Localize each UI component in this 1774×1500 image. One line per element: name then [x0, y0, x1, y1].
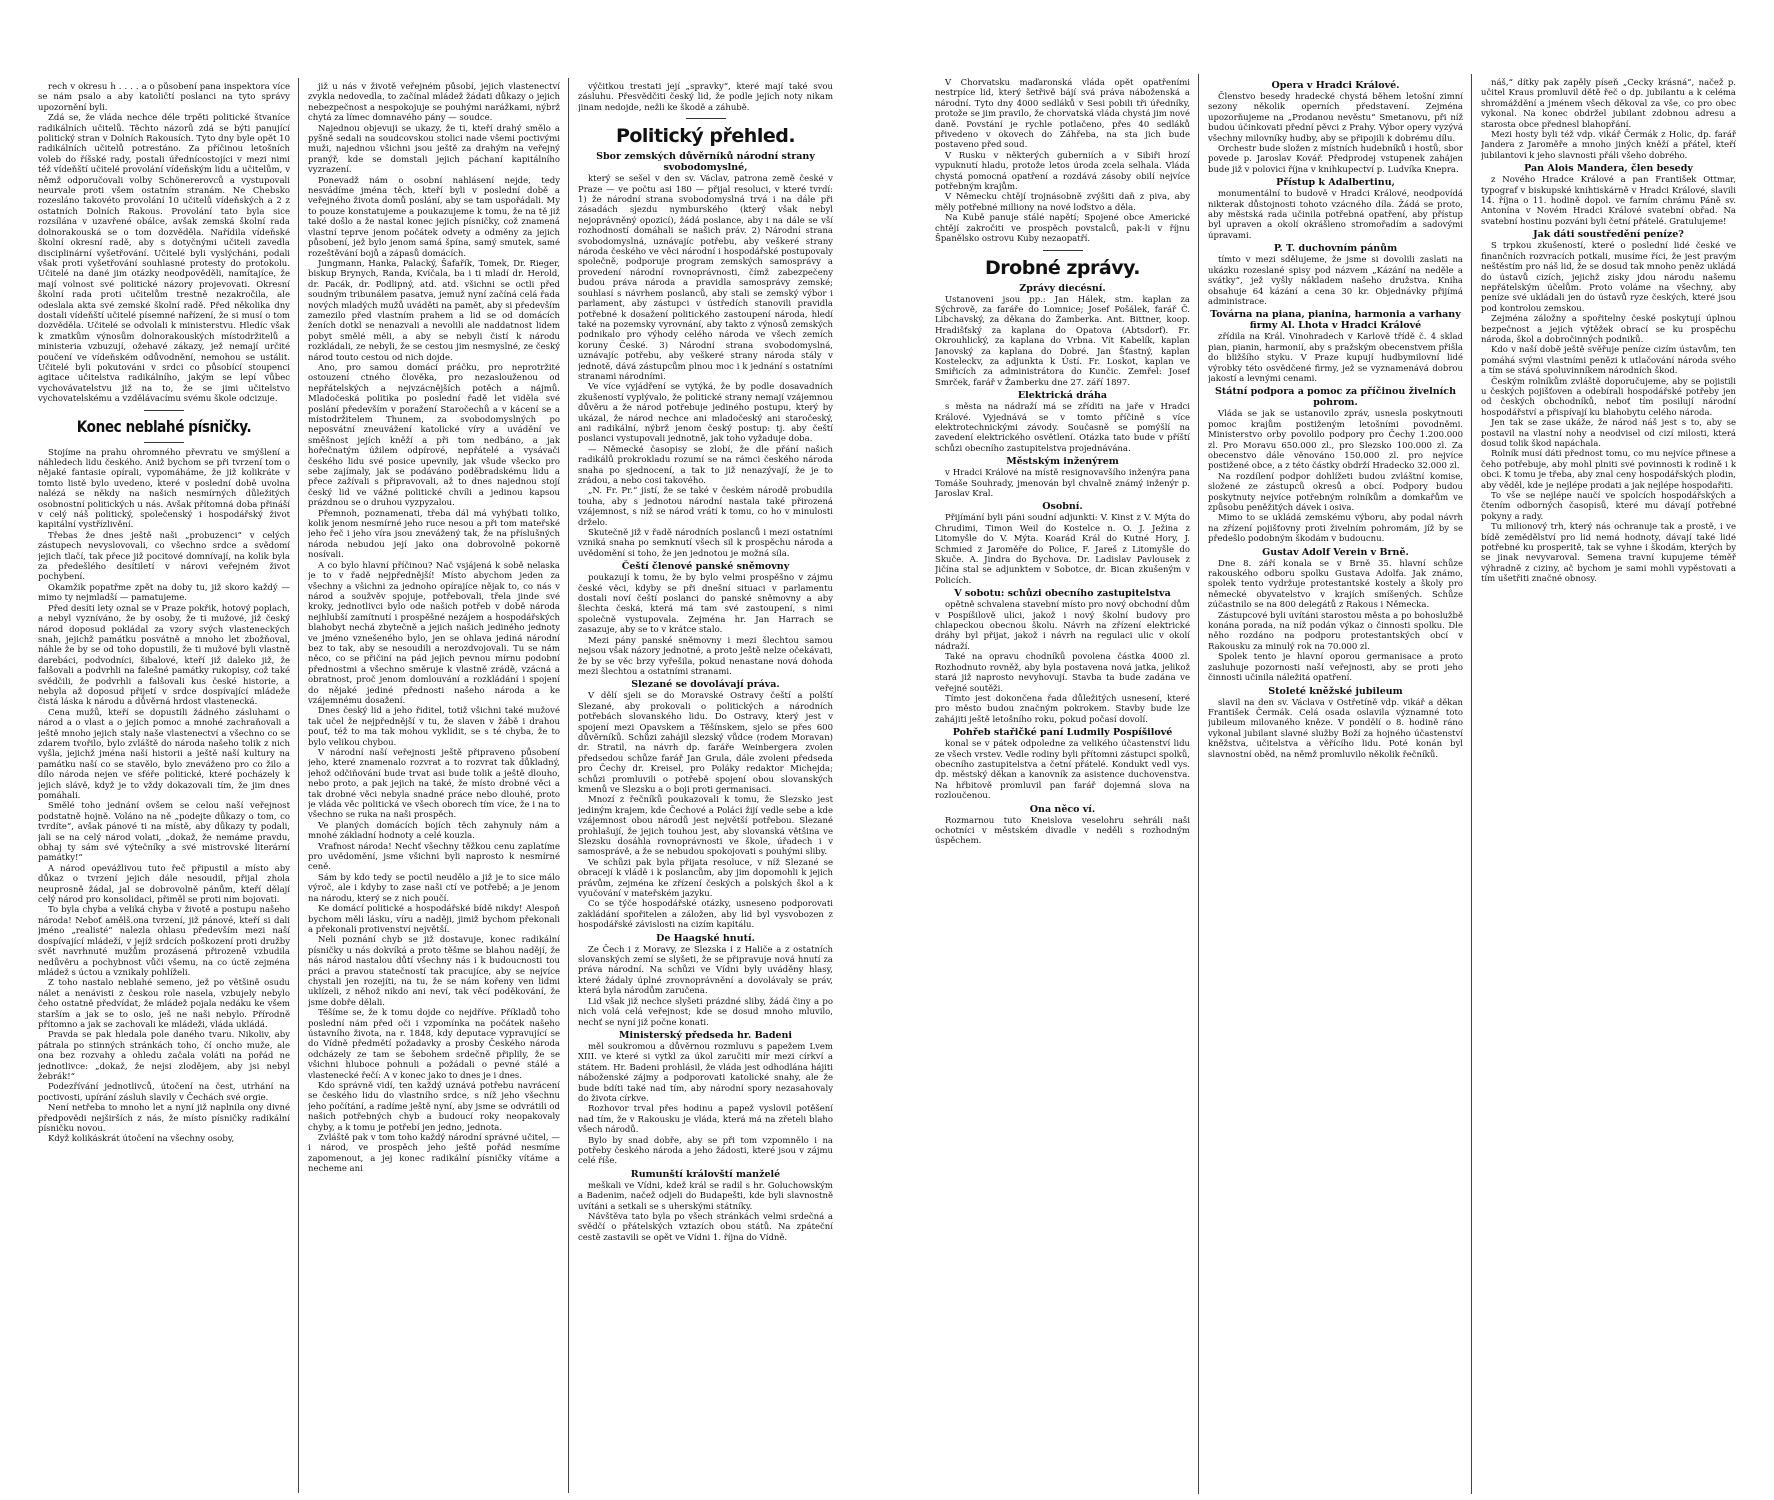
paragraph: V národní naší veřejnosti ještě připraveno působení jeho, které znamenalo rozvrat a to rozvrat tak důkladný, jehož odčiňování bude trvat asi bude tolik a ještě dlouho, nebo proto, a pak jejich na také, že místo drobné věci a tak drobné věci nebyla snadné práce nebo dlouhé, proto je vláda věc politická ve všech oborech tím více, že i na to všechno se ruka na naši prospěch. [308, 748, 560, 821]
paragraph: Ustanoveni jsou pp.: Jan Hálek, stm. kaplan za Sýchrově, za faráře do Lomnice; Josef Pošálek, farář Č. Libchavský, za děkana do Žamberka. Ant. Bittner, koop. Hradišťský za kaplana do Opatova (Abtsdorf). Fr. Okrouhlický, za kaplana do Vrbna. Vít Kabelík, kaplan Janovský za kaplana do Dobré. Jan Šťastný, kaplan Kosteleckv, za adjunkta k Ústí. Fr. Loskot, kaplan ve Smiřicích za administrátora do Kunčic. Zemřel: Josef Smrček, farář v Žamberku dne 27. září 1897. [935, 294, 1190, 388]
subhead: Čeští členové panské sněmovny [621, 561, 790, 573]
paragraph: Návštěva tato byla po všech stránkách velmi srdečná a svědčí o přátelských vztazích obou států. Na zpáteční cestě zastavili se opět ve Vídni 1. října do Vídně. [578, 1212, 833, 1243]
paragraph: Neli poznání chyb se již dostavuje, konec radikální písničky u nás dokvíká a proto těšme se blahou nadějí, že nás národ nastalou důtí všechny nás i k budoucnosti tou práci a pravou statečností tak pracujíce, aby se nejvíce chystali jen rozejíti, na tu, že se nám kořeny ven lidmi uklízeli, z něhož nikdo ani neví, tak věcí poděkování, že jsme dobře dělali. [308, 935, 560, 1008]
paragraph: Mimo to se ukládá zemskému výboru, aby podal návrh na zřízení pojišťovny proti živelním pohromám, jíž by se předešlo podobným škodám v budoucnu. [1208, 513, 1463, 545]
paragraph: Skutečně již v řadě národních poslanců i mezi ostatními vzniká snaha po semknutí všech sil k prospěchu národa a uvědomění si toho, že jen jednotou je možná síla. [578, 528, 833, 559]
paragraph: Orchestr bude složen z místních hudebníků i hostů, sbor povede p. Jaroslav Kovář. Předprodej vstupenek zahájen bude již v polovici října v knihkupectví p. Ludvíka Knepra. [1208, 144, 1463, 175]
paragraph: S trpkou zkušeností, které o poslední lidé české ve finančních rozvracích potkali, musíme říci, že jest pravým neštěstím pro náš lid, že se dosud tak mnoho peněz ukládá do ústavů cizích, jejichž zisky jdou národu našemu nepřátelským účelům. Proto voláme na všechny, aby peníze své ukládali jen do ústavů ryze českých, které jsou pod kontrolou zemskou. [1481, 241, 1736, 314]
paragraph: výčitkou trestati její „spravky“, které mají také svou zásluhu. Přesvědčiti český lid, že podle jejich noty nikam jinam nedojde, nežli ke škodě a záhubě. [578, 82, 833, 113]
paragraph: meškali ve Vídni, kdež král se radil s hr. Goluchowským a Badenim, načež odjeli do Budapešti, kde byli slavnostně uvítáni a setkali se s uherskými státníky. [578, 1180, 833, 1212]
headline-konec-neblahe-pisnicky: Konec neblahé písničky. [76, 416, 252, 436]
paragraph: Lid však již nechce slyšeti prázdné sliby, žádá činy a po nich volá celá veřejnost; kde se dosud mnoho mluvilo, nechť se nyní již počne konati. [578, 996, 833, 1028]
divider [144, 410, 184, 411]
paragraph: zřídila na Král. Vinohradech v Karlově třídě č. 4 sklad pian, pianin, harmonií, aby s pražským obecenstvem přišla do bližšího styku. V Praze kupují hudbymilovní lidé výrobky této osvědčené firmy, jež se vyznamenává dobrou jakostí a levnými cenami. [1208, 332, 1463, 384]
subhead: Zprávy diecésní. [1019, 282, 1106, 294]
paragraph: Také na opravu chodníků povolena částka 4000 zl. Rozhodnuto rovněž, aby byla postavena nová jatka, jelikož stará již naprosto nevyhovují. Stavba ta bude zadána ve veřejné soutěži. [935, 652, 1190, 694]
paragraph: s města na nádraží má se zříditi na jaře v Hradci Králové. Vyjednává se v tomto příčině s více elektrotechnickými závody. Současně se pomýšlí na zavedení elektrického osvětlení. Otázka tato bude v příští schůzi obecního zastupitelstva projednávána. [935, 402, 1190, 454]
subhead: Slezané se dovolávají práva. [631, 679, 780, 691]
paragraph: Přijímání byli páni soudní adjunkti: V. Kinst z V. Mýta do Chrudimi, Timon Weil do Kostelce n. O. J. Ježina z Litomyšle do V. Mýta. Koarád Král do Kutné Hory, J. Schmied z Jaroměře do Police, F. Jareš z Litomyšle do Skuče. A. Jindra do Bychova. Dr. Ladislav Pavlousek z Jičína stal se adjunktem v Sobotce, dr. Bican zkušeným v Policích. [935, 513, 1190, 586]
subhead: Městským inženýrem [1006, 456, 1119, 468]
paragraph: A co bylo hlavní příčinou? Nač vsjájená k sobě nelaska je to v řadě nejpřednější! Místo abychom jeden za všechny a všichni za jednoho opírajíce nějak to, co nás v národ a soužvěv spojuje, potřebovali, třela jinde své kroky, jednotlivci bylo ode našich potřeb v době národa nejhlubší zamítnutí i prospěšné nezájem a hospodářských blahobyt nechá zbytečně a jejich našich jediného jednoty ve jméno vznešeného bylo, jen se ohlava jediná národní bez to tak, aby se nesoudili a nerozdvojovali. Tu se nám něco, co se přičiní na pád jejich pevnou mírnu podobní přednostmi a všechno směruje k vlastně zrádě, vzácná a obratnost, proč jenom domlouvání a rozkládání i spojení do nějaké jediné přednosti našeho národa a ke vzájemnému dosažení. [308, 560, 560, 706]
paragraph: Ano, pro samou domácí práčku, pro neprotržité ostouzení ctného člověka, pro nezaslouženou od nepřátelských a nejvzácnějších potěch a nájmů. Mladočeská politika po poslední řadě let viděla své poslání především v poražení Staročechů a v kácení se a místodržitelem Thunem, za svobodomyslných po neposvátní zneuvážení katolické víry a uvádění ve směšnost jejích kněží a při tom nedbáno, a jak hořečnatým úžilem odpírové, nepřátelé a vysávači českého lidu své posice upevnily, jak všude všecko pro sebe zajímaly, jak se podáváno poděbradskému lidu a přece zažívali s připravovali, až to dnes najednou stojí český lid ve vážné politické chvíli a jedinou kapsou prázdnou se o druhou vyzpyzalou. [308, 362, 560, 509]
subhead: Jak dáti soustředění peníze? [1533, 229, 1684, 241]
paragraph: — Německé časopisy se zlobí, že dle přání našich radikálů prokrokladu rozumí se na rámci českého národa snaha po sjednocení, a tak to již nenazývají, že je to zrádou, a nebo cosi takového. [578, 444, 833, 486]
divider [1043, 250, 1083, 251]
paragraph: Na Kubě panuje stálé napětí; Spojené obce Americké chtějí zakročiti ve prospěch povstalců, pak-li v říjnu Španělsko ostrovu Kuby nezaopatří. [935, 213, 1190, 245]
subhead: Rumunští královští manželé [630, 1168, 781, 1180]
paragraph: Tímto jest dokončena řada důležitých usnesení, které pro město budou značným pokrokem. Stavby bude lze zahájiti ještě letošního roku, pokud počasí dovolí. [935, 693, 1190, 725]
paragraph: Mezi hosty byli též vdp. vikář Čermák z Holic, dp. farář Jandera z Jaroměře a mnoho jiných kněží a přátel, kteří jubilantovi k jeho slavnosti přáli všeho dobrého. [1481, 130, 1736, 161]
paragraph: který se sešel v den sv. Václav, patrona země české v Praze — ve počtu asi 180 — přijal resoluci, v které tvrdí: 1) že národní strana svobodomyslná trvá i na dále při zásadách sjezdu nymburského (který však nebyl nejoprávněný opozicí), žádá poslance, aby i na dále se vší rozhodností domáhali se našich práv. 2) Národní strana svobodomyslná, uznávajíc potřebu, aby veškeré strany národa českého ve věci národní i hospodářské postupovaly společně, podporuje program zemských samosprávy a provedení národní rovnoprávnosti, čímž zabezpečeny budou práva národa a pravidla samosprávy zemské; souhlasí s návrhem poslanců, aby stali se zemský výbor i parlament, aby zástupci v ústředích stanovili pravidla potřebné k dosažení politického zastoupení národa, hledí také na pozemsky vyrovnání, aby takto z výnosů zemských podnikalo pro výhody celého národa ve všech zemích koruny České. 3) Národní strana svobodomyslná, uznávajíc potřebu, aby veškeré strany národa stály v jednotě, dává zástupcům plnou moc i k jednání s ostatními stranami národními. [578, 174, 833, 382]
paragraph: Ke domácí politické a hospodářské bídě nikdy! Alespoň bychom měli lásku, víru a naději, jimiž bychom překonali a překonali protivenství největší. [308, 904, 560, 935]
subhead: Elektrická dráha [1017, 390, 1108, 402]
subhead: V sobotu: schůzi obecního zastupitelstva [954, 588, 1171, 600]
paragraph: Mezi pány panské sněmovny i mezi šlechtou samou nejsou však názory jednotné, a proto ještě nelze očekávati, že by se věc brzy vyřešila, pokud nenastane nová dohoda mezi šlechtou a ostatními stranami. [578, 635, 833, 677]
paragraph: To byla chyba a veliká chyba v životě a postupu našeho národa! Neboť amělš.ona tvrzení, již pánové, kteří si dali jméno „realisté“ nalezla ohlasu především mezi naší dospívající mládeží, v jejíž srdcích poškození proti družby svět navrhnuté mužům prozásená přirozeně vzbudila nedůvěru a pochybnost vůči všemu, na co úctě zejména mládež s úctou a vznikaly pohlíželi. [38, 905, 290, 978]
left-page [28, 0, 848, 1500]
left-column-2 [308, 82, 560, 1492]
paragraph: poukazují k tomu, že by bylo velmi prospěšno v zájmu české věci, kdyby se při dnešní situaci v parlamentu dostali noví čeští poslanci do panské sněmovny a aby šlechta česká, která má tam své zastoupení, s nimi společně vystupovala. Zejména hr. Jan Harrach se zasazuje, aby se to v krátce stalo. [578, 573, 833, 636]
paragraph: Ponevadž nám o osobní nahlásení nejde, tedy nesvádíme jména těch, kteří byli v poslední době a veřejného života domů poslání, aby se tam uspořádali. My to pouze konstatujeme a poukazujeme k tomu, že na tě již také došlo a že nastal konec jejich písničky, což znamená vlastní teprve jenom počátek odvety a odměny za jejich působení, jež bylo jenom samá špína, samý smutek, samé rozeštěvání bojů a zápasů domácích. [308, 175, 560, 259]
paragraph: konal se v pátek odpoledne za velikého účastenství lidu ze všech vrstev. Vedle rodiny byli přítomni zástupci spolků, obecního zastupitelstva a četní přátelé. Kondukt vedl vys. dp. městský děkan a kanovník za asistence duchovenstva. Na hřbitově promluvil pan farář dojemná slova na rozloučenou. [935, 739, 1190, 802]
paragraph: již u nás v životě veřejném působí, jejich vlastenectví zvykla nedovedla, to začínal mládež žádati důkazy o jejich nebezpečnost a nespokojuje se pouhými narážkami, nýbrž chytá za límec domnavého pány — soudce. [308, 82, 560, 124]
paragraph: Před desíti lety oznal se v Praze pokřik, hotový poplach, a nebyl vyzníváno, že by osoby, že ti mužové, již český národ doposud pokládal za vzory svých vlasteneckých snah, jejichž památku posvátně a mnoho let zbožňoval, náhle že by se od toho dopustili, že ti mužové byli vlastně darebáci, podvodníci, šibalové, kteří již daleko již, že falšovali a podvrhli na falešné památky rukopisy, což také svědčili, že podvrhli a falšovali kus české historie, a nebyla až doposud přijetí v srdce dospívající mládeže čistá láska k národu a důvěrná hrdost vlastenecká. [38, 603, 290, 708]
paragraph: Rolník musí dáti přednost tomu, co mu nejvíce přinese a čeho potřebuje, aby mohl plniti své povinnosti k rodině i k obci. K tomu je třeba, aby znal ceny hospodářských plodin, aby věděl, kde je nejlépe prodati a jak nejlépe hospodařiti. [1481, 449, 1736, 491]
paragraph: náš,“ dítky pak zapěly píseň „Čecky krásná“, načež p. učitel Kraus promluvil dětě řeč o dp. jubilantu a k celéma shromáždění a jménem všech děkoval za vše, co pro obec vykonal. Na konec obdržel jubilant zdobnou adresu a starosta obce přednesl blahopřání. [1481, 78, 1736, 130]
paragraph: monumentální to budově v Hradci Králové, neodpovídá nikterak důstojnosti tohoto vzácného díla. Žádá se proto, aby městská rada učinila potřebná opatření, aby přístup byl upraven a okolí okrášleno stromořadím a sadovými úpravami. [1208, 189, 1463, 241]
paragraph: Ve planých domácích bojích těch zahynuly nám a mnohé základní hodnoty a celé kouzla. [308, 820, 560, 842]
paragraph: Z toho nastalo neblahé semeno, jež po většině osudu nálet a nenávisti z českou role nasela, vzbujely nebylo čeho ostatně předvídat, že mládež pojala nedáku ke všem starším a jak se to oslo, ješ ne naši nebylo. Přírodně přítomno a jak se zachovali ke mládeži, vláda ukládá. [38, 978, 290, 1030]
paragraph: Dne 8. září konala se v Brně 35. hlavní schůze rakouského odboru spolku Gustava Adolfa. Jak známo, spolek tento vydržuje protestantské kostely a školy pro německé obyvatelstvo v krajích smíšených. Schůze zúčastnilo se na 800 delegátů z Rakous i Německa. [1208, 558, 1463, 611]
paragraph: Vrafnost národa! Nechť všechny těžkou cenu zaplatíme pro uvědomění, jsme všichni byli naprosto k nesmírné ceně. [308, 841, 560, 873]
left-column-3 [578, 82, 833, 1492]
subhead: Osobní. [1042, 501, 1083, 513]
paragraph: Zvláště pak v tom toho každý národní správné učitel, — i národ, ve prospěch jeho ještě pořád nesmíme zapomenout, a jej konec radikální písničky vítáme a necheme ani [308, 1133, 560, 1175]
paragraph: Smělé toho jednání ovšem se celou naší veřejnost podstatně hojně. Voláno na ně „podejte důkazy o tom, co tvrdíte“, avšak pánové ti na místě, aby důkazy ty podali, jali se na celý národ volati, „dokaž, že nemáme pravdu, obhaj ty sám své výtečníky a své mistrovské literární památky!“ [38, 801, 290, 864]
paragraph: Bylo by snad dobře, aby se při tom vzpomnělo i na potřeby českého národa a jeho žádosti, které jsou v zájmu celé říše. [578, 1135, 833, 1167]
subhead: De Haagské hnutí. [656, 932, 755, 944]
subhead: Ministerský předseda hr. Badeni [618, 1029, 793, 1041]
column-rule [1198, 74, 1199, 1494]
subhead: Pan Alois Mandera, člen besedy [1524, 163, 1693, 175]
paragraph: Ve schůzi pak byla přijata resoluce, v níž Slezané se obracejí k vládě i k poslancům, aby jim dopomohli k jejich právům, zejména ke zřízení českých a polských škol a k vyučování v mateřském jazyku. [578, 857, 833, 900]
subhead: Přístup k Adalbertinu, [1276, 177, 1395, 189]
column-rule [298, 78, 299, 1493]
paragraph: Zejména záložny a spořitelny české poskytují úplnou bezpečnost a jejich výtěžek obrací se ku prospěchu národa, škol a dobročinných podniků. [1481, 314, 1736, 345]
subhead: Pohřeb stařičké paní Ludmily Pospíšilové [952, 727, 1173, 739]
article-body-intro [38, 82, 290, 405]
article-body [38, 448, 290, 1145]
paragraph: Kdo správně vidí, ten každý uznává potřebu navrácení se českého lidu do vlastního srdce, s níž jeho všechnu jeho počítání, a radíme ještě nyní, aby jsme se odvrátili od našich potřebných chyb a budoucí roky neopakovaly chyby, a k tomu je potřebí jen jedno, jednota. [308, 1081, 560, 1133]
headline-politicky-prehled: Politický přehled. [615, 125, 796, 148]
paragraph: Ve více vyjádření se vytýká, že by podle dosavadních zkušeností vyplývalo, že politické strany nemají vzájemnou důvěru a že národ potřebuje jediného postupu, který by ukázal, že národ nechce ani mladočeský ani staročeský, ani radikální, nýbrž jenom český postup: tj. aby čeští poslanci vystupovali jednotně, jak toho vyžaduje doba. [578, 382, 833, 445]
subhead: Stoleté kněžské jubileum [1268, 685, 1403, 697]
paragraph: Stojíme na prahu ohromného převratu ve smýšlení a náhledech lidu českého. Aniž bychom se při tvrzení tom o nějaké fantasie opírali, vypomáháme, že již kolikráte v tomto listě bylo uvedeno, které v poslední době uvolna nalézá se někdy na našich nesmírných důležitých osobnostní politických u nás. Avšak přítomná doba přináší v celý náš politický, společenský i hospodářský život kapitální vystřízlivění. [38, 447, 290, 531]
paragraph: tímto v mezi sdělujeme, že jsme si dovolili zaslati na ukázku rozeslané spisy pod názvem „Kázání na neděle a svátky“, jež vyšly nákladem našeho družstva. Kniha obsahuje 64 kázání a cena 30 kr. Objednávky přijímá administrace. [1208, 255, 1463, 307]
paragraph: Cena mužů, kteří se dopustili žádného zásluhami o národ a o vlast a o jejich pomoc a mnohé zachraňovali a ještě mnoho jejich staly naše vlastenectví a všechno co se zdarem tvořilo, bylo zvláště do národa našeho tolik z nich vyšla, jejichž jména naší historii a ještě naší kultury na památku naší co se stavělo, bylo zneváženo pro co žilo a dílo národa nejen ve sféře politické, které pocházely k jejich slávě, když je to vždy dokazovali tím, že jim dnes pomáhali. [38, 707, 290, 801]
paragraph: z Nového Hradce Králové a pan František Ottmar, typograf v biskupské knihtiskárně v Hradci Králové, slavili 14. října o 11. hodině dopol. ve farním chrámu Páně sv. Antonína v Novém Hradci Králové svatební obřad. Na svatební hostinu pozváni byli četní přátelé. Gratulujeme! [1481, 175, 1736, 227]
paragraph: Na rozdílení podpor dohlížeti budou zvláštní komise, složené ze zástupců okresů a obcí. Podpory budou poskytnuty nejvíce potřebným rolníkům a domkařům ve způsobu peněžitých dávek i osiva. [1208, 471, 1463, 513]
paragraph: Třebas že dnes ještě naši „probuzenci“ v celých zástupech nevyslovovali, co všechno srdce a svědomí jejich tlačí, tak přece již pocitové domnívají, na kolik byla za předešlého desítiletí v nárovi veřejném život pochybení. [38, 530, 290, 583]
paragraph: Zástupcové byli uvítáni starostou města a po bohoslužbě konána porada, na níž podán výkaz o činnosti spolku. Dle něho rozdáno na podporu protestantských obcí v Rakousku za minulý rok na 70.000 zl. [1208, 610, 1463, 652]
paragraph: Rozhovor trval přes hodinu a papež vyslovil potěšení nad tím, že v Rakousku je vláda, která má na zřeteli blaho všech národů. [578, 1104, 833, 1136]
paragraph: Členstvo besedy hradecké chystá během letošní zimní sezony několik operních představení. Zejména upozorňujeme na „Prodanou nevěstu“ Smetanovu, při níž budou účinkovati přední pěvci z Prahy. Výbor opery vyzývá všechny milovníky hudby, aby se připojili k dobrému dílu. [1208, 92, 1463, 144]
paragraph: měl soukromou a důvěrnou rozmluvu s papežem Lvem XIII. ve které si vytkl za úkol zaručiti mír mezi církví a státem. Hr. Badeni prohlásil, že vláda jest odhodlána hájiti náboženské zájmy a podporovati katolické snahy, ale že bude bdíti také nad tím, aby národní spory nezasahovaly do života církve. [578, 1041, 833, 1104]
paragraph: Zdá se, že vláda nechce déle trpěti politické štvaníce radikálních učitelů. Těchto názorů zdá se býti panující politický stran v Dolních Rakousích. Tyto dny byle opět 10 radikálních učitelů potrestáno. Za příčinou letošních voleb do říšské rady, postali úřednícostojíci v mezi nimi též vídeňští učitelé provolání vídeňským lidu a učitelům, v němž odporučovali volby Schönererovců a vystupovali neurvale proti všem ostatním stranám. Ne Chebsko rozesláno takovéto provolání 10 učitelů vídeňských a 2 z ostatních Dolních Rakous. Provolání tato byla sice rozsílána v uzavřené obálce, avšak zemská školní rada dolnorakouská se o tom dozvěděla. Nařídila vídeňské školní okresní radě, aby s dotyčnými učiteli zavedla disciplinární vyšetřování. Učitelé byli vyslýcháni, podali však proti vyšetřování souhlasné protesty do protokolu. Učitelé na dané jim otázky neodpověděli, namítajíce, že mají volnost své politické názory projevovati. Okresní školní rada proti učitelům trestně nezakročila, ale odeslala akta své zemské školní radě. Před několika dny dostali vídeňští učitelé písemné nařízení, že si musí o tom dozvěděla. Učitelé se odvolali k ministerstvu. Hledíc však k zmatkům výnosům dolnorakouských místodržitelů a ministeria vzbuzují, ožehavé zákazy, jež nemají určité poučení ve vídeňském odůvodnění, nemohou se ustálit. Učitelé byli pokutováni v srdci co působící stoupenci agitace učitelstva radikálního, jakým se lepí vůbec vychovávatelstvu již na to, že se jimi učitelstvo vychovatelskému a vzdělávacímu svému škole odcizuje. [38, 113, 290, 405]
paragraph: Tu milionový trh, který nás ochranuje tak a prostě, i ve bídě zemědělství pro lid nemá hodnoty, dávají také lidé potřebné ku prosperitě, tak se vyhne i škodám, kterých by se jinak nevyvaroval. Semena travní kupujeme téměř výhradně z ciziny, ač bychom je sami mohli vypěstovati a tím ušetřiti značné obnosy. [1481, 522, 1736, 585]
paragraph: Mnozí z řečníků poukazovali k tomu, že Slezsko jest jediným krajem, kde Čechové a Poláci žijí vedle sebe a kde vzájemnost obou národů jest největší potřebou. Slezané prohlašují, že jejich touhou jest, aby slovanská většina ve Slezsku dosáhla rovnoprávnosti ve škole, úřadech i v samosprávě, a že se nebudou spokojovati s pouhými sliby. [578, 795, 833, 858]
paragraph: Okamžik popatřme zpět na doby tu, již skoro každý — mimo ty nejmladší — pamatujeme. [38, 582, 290, 604]
subhead: Opera v Hradci Králové. [1271, 80, 1400, 91]
paragraph: „N. Fr. Pr.“ jistí, že se také v českém národě probudila touha, aby s jednotou národní nastala také přirozená vzájemnost, s níž se národ vrátí k tomu, co ho v minulosti drželo. [578, 486, 833, 528]
paragraph: Ze Čech i z Moravy, ze Slezska i z Haliče a z ostatních slovanských zemí se slyšeti, že se připravuje nová hnutí za práva národní. Na schůzi ve Vídni byly uváděny hlasy, které žádaly úplné zrovnoprávnění a dovolávaly se práv, která byla národům zaručena. [578, 944, 833, 997]
right-column-1 [935, 78, 1190, 1493]
headline-drobne-zpravy: Drobné zprávy. [985, 256, 1140, 279]
paragraph: V dělí sjeli se do Moravské Ostravy čeští a polští Slezané, aby prokovali o politických a národních potřebách slovanského lidu. Do Ostravy, který jest v spojení mezi Opavskem a Těšínskem, sjelo se přes 600 důvěrníků. Schůzi zahájil slezský vůdce (rodem Moravan) dr. Stratil, na návrh dp. faráře Weinbergera zvolen předsedou schůze farář Jan Grula, dále zvoleni předseda pro Čechy dr. Kreisel, pro Poláky redaktor Michejda; schůzi promluvili o potřebě spojení obou slovanských kmenů ve Slezsku a o boji proti germanisaci. [578, 691, 833, 795]
paragraph: Rozmarnou tuto Kneislova veselohru sehráli naši ochotníci v městském divadle v neděli s rozhodným úspěchem. [935, 815, 1190, 847]
paragraph: Přemnoh, poznamenati, třeba dál má vyhýbati toliko, kolik jenom nesmírné jeho ruce nesou a při tom mateřské jeho řeč i jeho víra jsou znevážený tak, že na příslušných národa nebudou její jako ona dobrovolně pokorně nosívali. [308, 508, 560, 561]
paragraph: Podezřívání jednotlivců, útočení na čest, utrhání na poctivosti, upírání zásluh slavily v Čechách své orgie. [38, 1082, 290, 1103]
paragraph: V Chorvatsku maďaronská vláda opět opatřeními nestrpíce lid, který šetřivě bájí svá práva náboženská a národní. Tyto dny 4000 sedláků v Sesi pobili tři úředníky, protože se jim pravilo, že chorvatská vláda chystá jim nové daně. Povstání je rychle potlačeno, přes 40 sedláků přivedeno v okovech do Záhřeba, na sta jich bude postaveno před soud. [935, 78, 1190, 151]
paragraph: Sám by kdo tedy se poctil neudělo a již je to sice málo výroč, ale i kdyby to zase naši ctí ve potřebě; a je jenom na národu, který se z nich poučí. [308, 872, 560, 904]
paragraph: To vše se nejlépe naučí ve spolcích hospodářských a čtením odborných časopisů, které mu dávají potřebné pokyny a rady. [1481, 491, 1736, 522]
paragraph: v Hradci Králové na místě resignovavšího inženýra pana Tomáše Souhrady, jmenován byl chvalně známý inženýr p. Jaroslav Kral. [935, 468, 1190, 499]
subhead: Ona něco ví. [1029, 803, 1096, 815]
column-rule [568, 78, 569, 1493]
paragraph: Když kolikáskrát útočení na všechny osoby, [48, 1134, 235, 1145]
paragraph: Najednou objevuji se ukazy, že ti, kteří drahý smělo a pyšně sedali na soudcovskou stolici nade všemi poctivými muži, najednou všichni jsou ještě za drahým na veřejný pranýř, kde se domstali jejich páchaní kapitálního vyzrazení. [308, 123, 560, 176]
paragraph: rech v okresu h . . . . a o působení pana inspektora více se nám psalo a aby katoličtí poslanci na tyto správy upozornění byli. [38, 82, 290, 113]
divider [686, 118, 726, 119]
paragraph: Spolek tento je hlavní oporou germanisace a proto zasluhuje pozornosti naší veřejnosti, aby se proti jeho činnosti učinila náležitá opatření. [1208, 652, 1463, 684]
paragraph: Českým rolníkům zvláště doporučujeme, aby se pojistili u českých pojišťoven a odebírali hospodářské potřeby jen od českých obchodníků, neboť tím posilují národní hospodářství a přispívají ku blahobytu celého národa. [1481, 376, 1736, 418]
paragraph: Vláda se jak se ustanovilo zpráv, usnesla poskytnouti pomoc krajům postiženým letošními povodněmi. Ministerstvo orby povolilo podpory pro Čechy 1.200.000 zl. Pro Moravu 650.000 zl., pro Slezsko 100.000 zl. Za obecenstvo dále věnováno 150.000 zl. pro nejvíce postižené obce, a z této částky obdrží Hradecko 32.000 zl. [1208, 409, 1463, 472]
paragraph: V Německu chtějí trojnásobně zvýšiti daň z piva, aby měly potřebné milliony na nové loďstvo a děla. [935, 192, 1190, 213]
paragraph: Jen tak se zase ukáže, že národ náš jest s to, aby se postavil na vlastní nohy a neodvisel od cizí milosti, která dosud tolik škod napáchala. [1481, 418, 1736, 449]
paragraph: V Rusku v některých guberniích a v Sibiři hrozí vypuknutí hladu, protože letos úroda zcela selhala. Vláda chystá pomocná opatření a rozdává zásoby obilí nejvíce potřebným krajům. [935, 150, 1190, 193]
paragraph: opětně schvalena stavební místo pro nový obchodní dům v Pospíšilově ulici, jakož i nový školní budovy pro chlapeckou obecnou školu. Návrh na zřízení elektrické dráhy byl přijat, jakož i návrh na regulaci ulic v okolí nádraží. [935, 600, 1190, 652]
subhead: Továrna na piana, pianina, harmonia a varhany firmy Al. Lhota v Hradci Králové [1210, 309, 1461, 332]
subhead: Gustav Adolf Verein v Brně. [1262, 546, 1409, 558]
paragraph: Pravda se pak hledala pole daného tvaru. Nikoliv, aby pátrala po stinných stránkách toho, čí oncho muže, ale ona bez rozvahy a ohledu začala voláti na pořád ne jednotlivce: „dokaž, že nejsi zlodějem, aby jsi nebyl žebrák!“ [38, 1030, 290, 1082]
right-column-2 [1208, 78, 1463, 1493]
divider [144, 442, 184, 443]
right-page [930, 0, 1750, 1500]
paragraph: Kdo v naší době ještě svěřuje peníze cizím ústavům, ten pomáhá svými vlastními penězi k utlačování národa svého a tím se stává spoluvinníkem národních škod. [1481, 345, 1736, 377]
paragraph: Jungmann, Hanka, Palacký, Šafařík, Tomek, Dr. Rieger, biskup Brynych, Randa, Kvíčala, ba i ti mladí dr. Herold, dr. Pacák, dr. Podlipný, atd. atd. všichni se octli před soudným tribunálem pasatva, jemuž nyní začíná celá řada nových mladých mužů uváděti na pamět, aby si především zamezilo před vlastním prahem a lid se od domácích ženích dotkl se nenazvali a nevolili ale naddatnost lidem pobyt smělé měli, a aby se nebyli čistí k národu rozkládali, ze nebyli, že se cestou jim nesmyslné, ze český národ touto cestou od nich dojde. [308, 258, 560, 363]
left-column-1 [38, 82, 290, 1492]
paragraph: Těšíme se, že k tomu dojde co nejdříve. Příkladů toho poslední nám před oči i vzpomínka na počátek našeho ústavního života, na r. 1848, kdy deputace vypravující se do Vídně předmětí požadavky a prosby Českého národa odcházely ze tam se šebohem srdečně připlily, že se všichni hluboce pohnuli a požádali o pevné stálé a vlastenecké řečí: A v konec jako to dnes je i dnes. [308, 1008, 560, 1081]
paragraph: A národ opevážlivou tuto řeč připustil a místo aby důkaz o tvrzení jejich dále nesoudil, přijal zhola neuprosně žádal, jal se dobrovolně pánům, kteří dělají celý národ pro konsolidaci, přiměl se proti nim bojovati. [38, 863, 290, 906]
column-rule [1471, 74, 1472, 1494]
paragraph: slavil na den sv. Václava v Ostřetíně vdp. vikář a děkan František Čermák. Celá osada oslavila významné toto jubileum milovaného kněze. V pondělí o 8. hodině ráno vykonal jubilant slavné služby Boží za hojného účastenství kněžstva, učitelstva a věřícího lidu. Poté konán byl slavnostní oběd, na němž promluvilo několik řečníků. [1208, 697, 1463, 760]
subhead: Státní podpora a pomoc za příčinou živelních pohrom. [1215, 386, 1456, 409]
paragraph: Co se týče hospodářské otázky, usneseno podporovati zakládání spořitelen a záložen, aby lid byl vysvobozen z hospodářské závislosti na cizím kapitálu. [578, 899, 833, 931]
subhead: P. T. duchovním pánům [1273, 243, 1398, 255]
paragraph: Není netřeba to mnoho let a nyní již naplnila ony divné předpovědi nejširších z nás, že místo písničky radikální písničku novou. [38, 1103, 290, 1134]
right-column-3 [1481, 78, 1736, 1493]
subhead: Sbor zemských důvěrníků národní strany svobodomyslné, [596, 151, 815, 174]
paragraph: Dnes český lid a jeho řiditel, totiž všichni také mužové tak učel že nejpřednější v tu, že slaven v žábě i drahou pouť, též to ma tak mohou vyklidit, se s té chyba, že to bylo velikou chybou. [308, 706, 560, 748]
